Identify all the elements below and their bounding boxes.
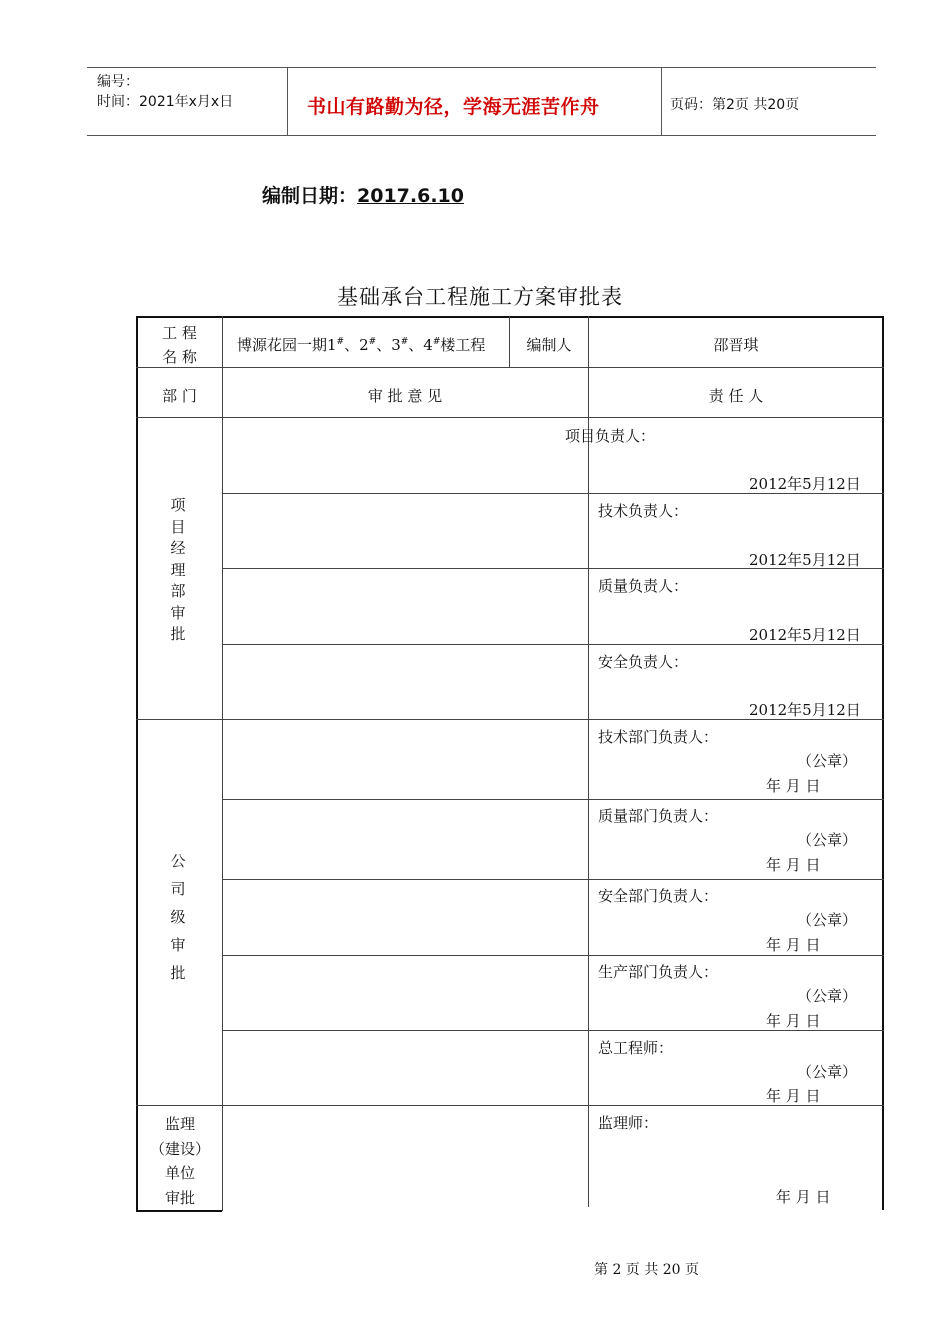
company-line-1 xyxy=(222,799,884,800)
header-page-label: 页码：第2页 共20页 xyxy=(670,97,800,113)
hash-mark-1: # xyxy=(336,337,345,347)
header-divider-2 xyxy=(661,67,662,135)
project-date-1: 2012年5月12日 xyxy=(749,475,861,493)
company-date-3: 年 月 日 xyxy=(766,936,821,954)
project-label-1: 工 程 xyxy=(162,324,197,342)
project-dept-char: 批 xyxy=(170,625,186,643)
project-date-4: 2012年5月12日 xyxy=(749,701,861,719)
project-dept-char: 审 xyxy=(170,603,186,622)
project-name xyxy=(237,334,485,355)
author-name: 邵晋琪 xyxy=(713,336,759,354)
project-dept-char: 经 xyxy=(170,539,186,557)
project-role-3: 质量负责人： xyxy=(598,577,689,595)
company-label-char: 司 xyxy=(170,880,186,898)
hash-mark-2: # xyxy=(368,337,377,347)
project-label-2: 名 称 xyxy=(162,348,197,366)
table-border-right xyxy=(882,316,884,1210)
project-date-2: 2012年5月12日 xyxy=(749,551,861,569)
company-label xyxy=(158,847,198,987)
col-line-1 xyxy=(222,316,223,1211)
supervision-label-line: 监理 xyxy=(164,1115,195,1133)
company-seal-4: （公章） xyxy=(797,987,858,1005)
header-top-rule xyxy=(87,67,876,68)
supervision-label-line: 单位 xyxy=(164,1164,195,1182)
row-line-1 xyxy=(136,367,884,368)
supervision-role: 监理师： xyxy=(598,1114,659,1132)
supervision-label-line: （建设） xyxy=(149,1139,210,1158)
project-name-sep-3: 、4 xyxy=(408,336,433,354)
company-label-char: 批 xyxy=(170,964,186,982)
supervision-label xyxy=(147,1112,213,1210)
compile-date-value: 2017.6.10 xyxy=(357,185,464,207)
company-role-3: 安全部门负责人： xyxy=(598,887,719,905)
responsible-header: 责 任 人 xyxy=(708,387,764,405)
company-date-2: 年 月 日 xyxy=(766,856,821,874)
project-dept-char: 项 xyxy=(170,496,186,514)
project-name-suffix: 楼工程 xyxy=(440,336,486,354)
table-border-top xyxy=(136,316,884,318)
company-role-4: 生产部门负责人： xyxy=(598,963,719,981)
project-dept-char: 理 xyxy=(170,560,186,579)
compile-date xyxy=(262,181,464,208)
company-label-char: 审 xyxy=(170,936,186,954)
project-role-2: 技术负责人： xyxy=(598,502,689,520)
dept-header: 部 门 xyxy=(162,387,197,405)
header-slogan: 书山有路勤为径，学海无涯苦作舟 xyxy=(307,96,600,118)
project-dept-char: 部 xyxy=(170,582,186,600)
company-role-5: 总工程师： xyxy=(598,1039,674,1057)
project-dept-label xyxy=(158,495,198,646)
company-line-2 xyxy=(222,879,884,880)
col-line-3 xyxy=(588,316,589,1207)
project-dept-char: 目 xyxy=(170,517,186,536)
project-name-sep-2: 、3 xyxy=(376,336,401,354)
page-footer: 第 2 页 共 20 页 xyxy=(594,1262,699,1278)
company-label-char: 级 xyxy=(170,908,186,926)
company-seal-3: （公章） xyxy=(797,911,858,929)
company-seal-1: （公章） xyxy=(797,752,858,770)
project-name-sep-1: 、2 xyxy=(344,336,369,354)
hash-mark-3: # xyxy=(400,337,409,347)
header-number-label: 编号： xyxy=(97,74,139,90)
row-line-2 xyxy=(136,417,884,418)
compile-date-label: 编制日期： xyxy=(262,185,358,207)
company-date-5: 年 月 日 xyxy=(766,1087,821,1105)
company-line-3 xyxy=(222,955,884,956)
company-date-4: 年 月 日 xyxy=(766,1012,821,1030)
project-role-1: 项目负责人： xyxy=(565,427,656,445)
opinion-header: 审 批 意 见 xyxy=(367,387,443,405)
table-border-bottom xyxy=(136,1210,222,1212)
hash-mark-4: # xyxy=(432,337,441,347)
form-title: 基础承台工程施工方案审批表 xyxy=(337,285,623,309)
company-role-2: 质量部门负责人： xyxy=(598,807,719,825)
company-date-1: 年 月 日 xyxy=(766,777,821,795)
header-divider-1 xyxy=(287,67,288,135)
header-time-label: 时间：2021年x月x日 xyxy=(97,94,234,110)
author-label: 编制人 xyxy=(526,336,572,354)
company-role-1: 技术部门负责人： xyxy=(598,728,719,746)
project-role-4: 安全负责人： xyxy=(598,653,689,671)
company-seal-2: （公章） xyxy=(797,831,858,849)
company-seal-5: （公章） xyxy=(797,1063,858,1081)
supervision-date: 年 月 日 xyxy=(776,1188,831,1206)
table-border-left xyxy=(136,316,138,1211)
project-name-prefix: 博源花园一期1 xyxy=(237,336,337,354)
header-bottom-rule xyxy=(87,135,876,136)
project-date-3: 2012年5月12日 xyxy=(749,626,861,644)
supervision-label-line: 审批 xyxy=(164,1188,195,1207)
company-label-char: 公 xyxy=(170,852,186,870)
